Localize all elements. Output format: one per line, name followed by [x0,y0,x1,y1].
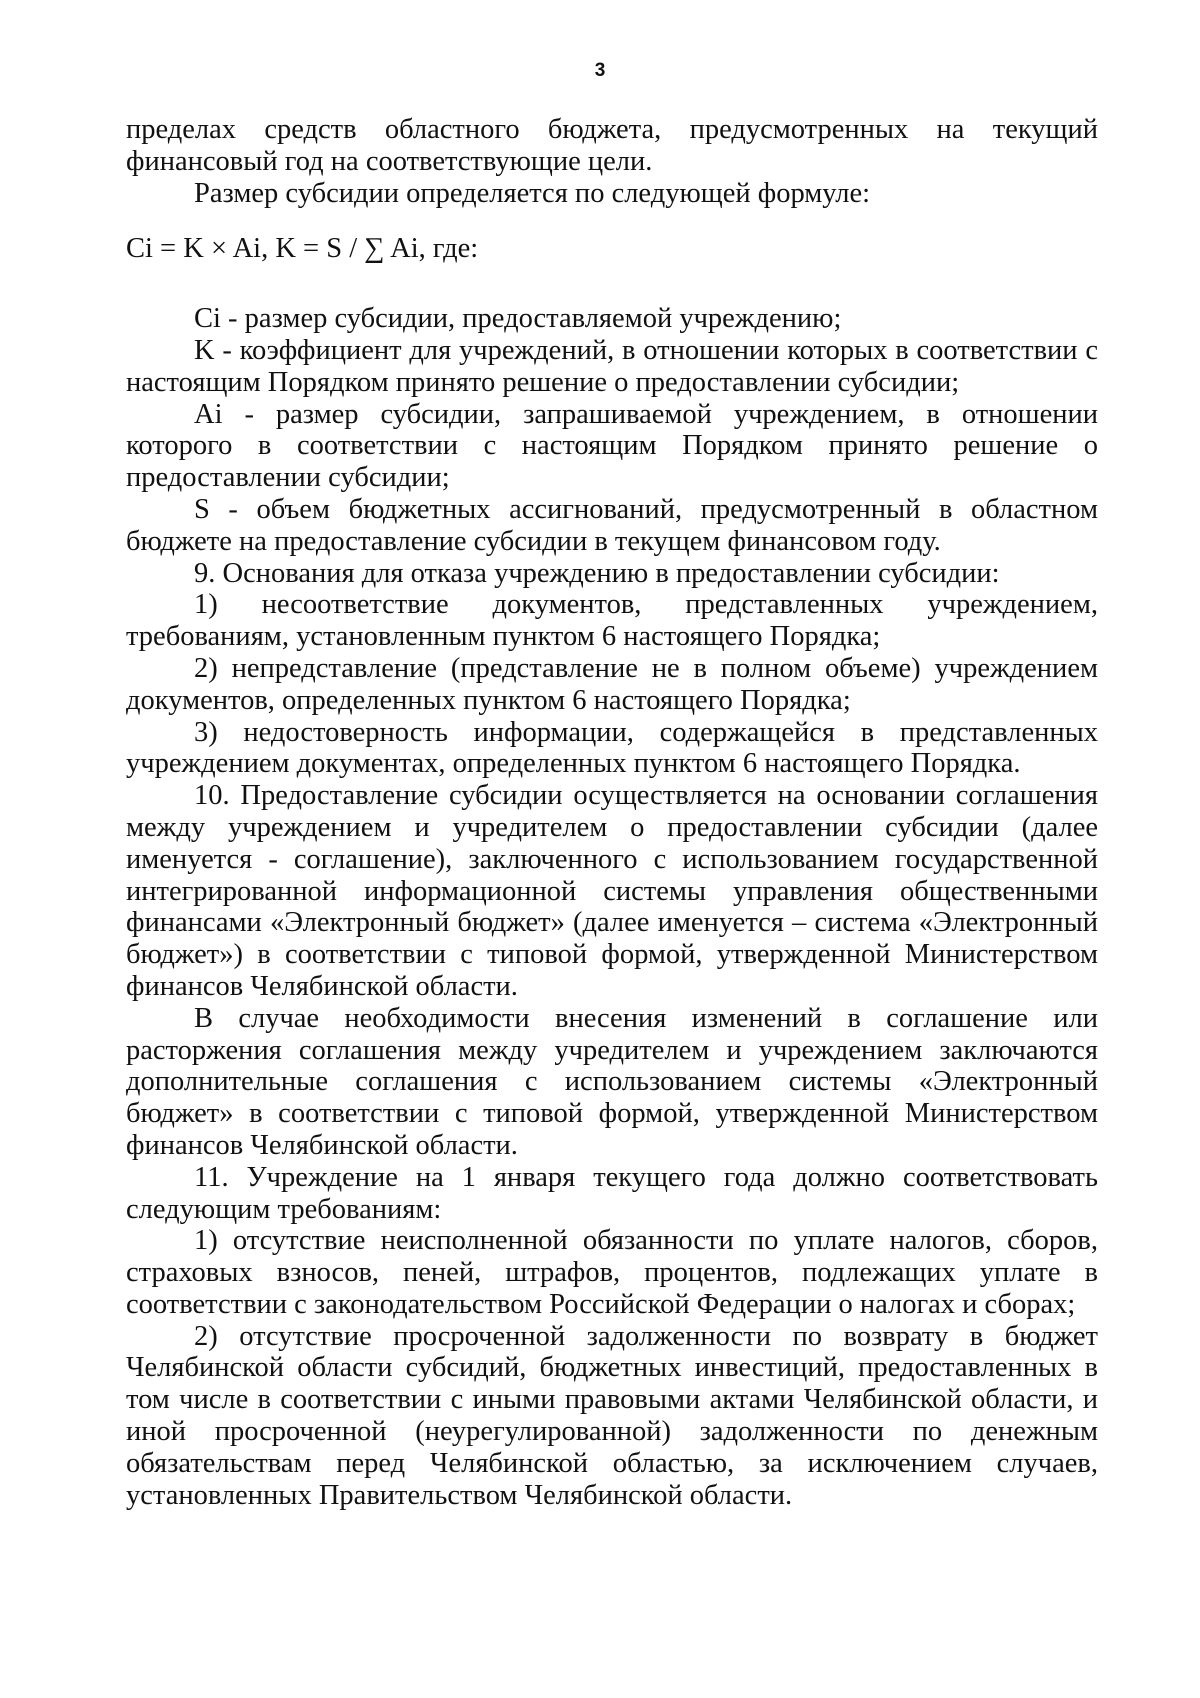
paragraph: Ai - размер субсидии, запрашиваемой учреждением, в отношении которого в соответствии с настоящим Порядком принято решение о предоставлении субсидии; [126,398,1098,494]
paragraph: Ci - размер субсидии, предоставляемой учреждению; [194,303,842,335]
paragraph: 2) отсутствие просроченной задолженности по возврату в бюджет Челябинской области субсидий, бюджетных инвестиций, предоставленных в том числе в соответствии с иными правовыми актами Челябинской области, и иной просроченной (неурегулированной) задолженности по денежным обязательствам перед Челябинской областью, за исключением случаев, установленных Правительством Челябинской области. [126,1320,1098,1511]
paragraph: Размер субсидии определяется по следующей формуле: [194,177,871,209]
paragraph: В случае необходимости внесения изменений в соглашение или расторжения соглашения между учредителем и учреждением заключаются дополнительные соглашения с использованием системы «Электронный бюджет» в соответствии с типовой формой, утвержденной Министерством финансов Челябинской области. [126,1002,1098,1161]
paragraph: 9. Основания для отказа учреждению в предоставлении субсидии: [194,557,1000,589]
document-body [126,114,1098,1511]
paragraph: 10. Предоставление субсидии осуществляется на основании соглашения между учреждением и учредителем о предоставлении субсидии (далее именуется - соглашение), заключенного с использованием государственной интегрированной информационной системы управления общественными финансами «Электронный бюджет» (далее именуется – система «Электронный бюджет») в соответствии с типовой формой, утвержденной Министерством финансов Челябинской области. [126,780,1098,1002]
subsidy-formula: Ci = K × Ai, K = S / ∑ Ai, где: [126,233,479,265]
paragraph: 11. Учреждение на 1 января текущего года должно соответствовать следующим требованиям: [126,1161,1098,1225]
paragraph: S - объем бюджетных ассигнований, предусмотренный в областном бюджете на предоставление субсидии в текущем финансовом году. [126,493,1098,557]
paragraph: 1) отсутствие неисполненной обязанности по уплате налогов, сборов, страховых взносов, пеней, штрафов, процентов, подлежащих уплате в соответствии с законодательством Российской Федерации о налогах и сборах; [126,1225,1098,1320]
paragraph: K - коэффициент для учреждений, в отношении которых в соответствии с настоящим Порядком принято решение о предоставлении субсидии; [126,334,1098,398]
page-number: 3 [594,60,606,81]
paragraph: пределах средств областного бюджета, предусмотренных на текущий финансовый год на соответствующие цели. [126,114,1098,177]
paragraph: 3) недостоверность информации, содержащейся в представленных учреждением документах, определенных пунктом 6 настоящего Порядка. [126,716,1098,780]
paragraph: 2) непредставление (представление не в полном объеме) учреждением документов, определенных пунктом 6 настоящего Порядка; [126,652,1098,716]
paragraph: 1) несоответствие документов, представленных учреждением, требованиям, установленным пунктом 6 настоящего Порядка; [126,589,1098,653]
